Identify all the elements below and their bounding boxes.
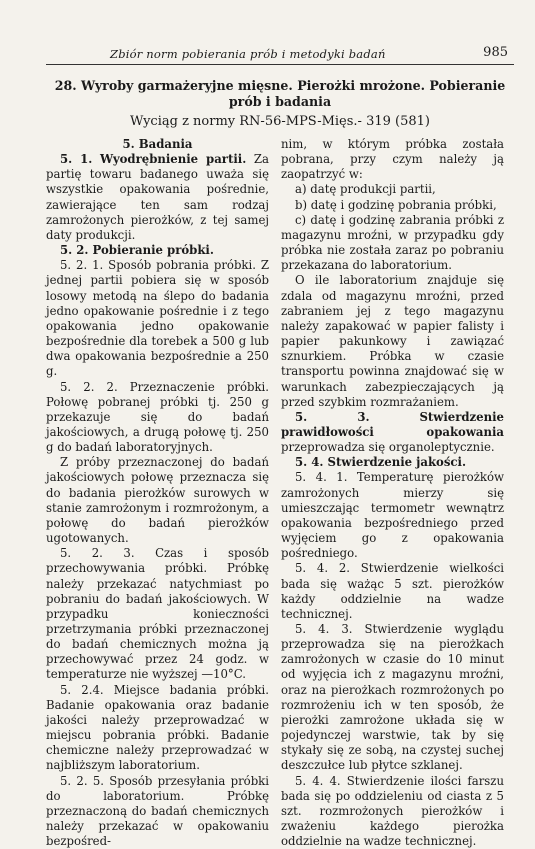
- subsection-heading-5-4: 5. 4. Stwierdzenie jakości.: [295, 455, 467, 470]
- paragraph-5-2-4: 5. 2.4. Miejsce badania próbki. Badanie opakowania oraz badanie jakości należy przeprowadzać w miejscu pobrania próbki. Badanie chemiczne należy przeprowadzać w najbliższym laboratorium.: [46, 682, 269, 773]
- list-item-a: a) datę produkcji partii,: [295, 182, 436, 197]
- paragraph-5-2-1: 5. 2. 1. Sposób pobrania próbki. Z jednej partii pobiera się w sposób losowy metodą na ślepo do badania jedno opakowanie pośrednie i z tego opakowania jedno opakowanie bezpośrednie dla torebek a 500 g lub dwa opakowania bezpośrednie a 250 g.: [46, 258, 269, 379]
- paragraph-number: 5. 1.: [60, 152, 93, 167]
- paragraph-5-2-5: 5. 2. 5. Sposób przesyłania próbki do laboratorium. Próbkę przeznaczoną do badań chemicznych należy przekazać w opakowaniu bezpośred-: [46, 773, 269, 849]
- section-heading: 5. Badania: [122, 137, 193, 151]
- paragraph-5-2-2b: Z próby przeznaczonej do badań jakościowych połowę przeznacza się do badania pierożków surowych w stanie zamrożonym i rozmrożonym, a połowę do badań pierożków ugotowanych.: [46, 455, 269, 546]
- paragraph-heading: Stwierdzenie prawidłowości opakowania: [281, 409, 504, 439]
- paragraph-text: przeprowadza się organoleptycznie.: [281, 440, 495, 455]
- paragraph-5-1: [46, 152, 269, 243]
- list-item-b: b) datę i godzinę pobrania próbki,: [295, 197, 497, 212]
- chapter-title: 28. Wyroby garmażeryjne mięsne. Pierożki mrożone. Pobieranie prób i badania: [54, 78, 506, 109]
- paragraph-5-2-3: 5. 2. 3. Czas i sposób przechowywania próbki. Próbkę należy przekazać natychmiast po pobraniu do badań jakościowych. W przypadku konieczności przetrzymania próbki przeznaczonej do badań chemicznych można ją przechowywać przez 24 godz. w temperaturze nie wyższej —10°C.: [46, 546, 269, 682]
- standard-subtitle: Wyciąg z normy RN-56-MPS-Mięs.- 319 (581): [130, 114, 430, 129]
- running-title: Zbiór norm pobierania prób i metodyki badań: [110, 47, 386, 61]
- paragraph-heading: Wyodrębnienie partii.: [99, 152, 247, 167]
- paragraph-5-4-4: 5. 4. 4. Stwierdzenie ilości farszu bada się po oddzieleniu od ciasta z 5 szt. rozmrożonych pierożków i zważeniu każdego pierożka oddzielnie na wadze technicznej.: [281, 773, 504, 849]
- running-header: [46, 44, 514, 65]
- paragraph-laboratory: O ile laboratorium znajduje się zdala od magazynu mroźni, przed zabraniem jej z tego magazynu należy zapakować w papier falisty i papier pakunkowy i zawiązać sznurkiem. Próbka w czasie transportu powinna znajdować się w warunkach zabezpieczających ją przed szybkim rozmrażaniem.: [281, 273, 504, 409]
- paragraph-5-4-1: 5. 4. 1. Temperaturę pierożków zamrożonych mierzy się umieszczając termometr wewnątrz opakowania bezpośredniego przed wyjęciem go z opakowania pośredniego.: [281, 470, 504, 561]
- paragraph-number: 5. 3.: [295, 409, 370, 424]
- paragraph-5-2-2: 5. 2. 2. Przeznaczenie próbki. Połowę pobranej próbki tj. 250 g przekazuje się do badań jakościowych, a drugą połowę tj. 250 g do badań laboratoryjnych.: [46, 379, 269, 455]
- list-item-c: c) datę i godzinę zabrania próbki z magazynu mroźni, w przypadku gdy próbka nie została zaraz po pobraniu przekazana do laboratorium.: [281, 212, 504, 273]
- paragraph-5-4-3: 5. 4. 3. Stwierdzenie wyglądu przeprowadza się na pierożkach zamrożonych w czasie do 10 minut od wyjęcia ich z magazynu mroźni, oraz na pierożkach rozmrożonych po rozmrożeniu ich w ten sposób, że pierożki zamrożone układa się w pojedynczej warstwie, tak by się stykały się ze sobą, na czystej suchej deszczułce lub płytce szklanej.: [281, 622, 504, 773]
- right-column: [281, 137, 504, 849]
- subsection-heading-5-2: 5. 2. Pobieranie próbki.: [60, 243, 214, 258]
- paragraph-5-4-2: 5. 4. 2. Stwierdzenie wielkości bada się ważąc 5 szt. pierożków każdy oddzielnie na wadze technicznej.: [281, 561, 504, 621]
- paragraph-continued: nim, w którym próbka została pobrana, przy czym należy ją zaopatrzyć w:: [281, 137, 504, 182]
- page-number: 985: [483, 45, 508, 60]
- paragraph-5-3: [281, 410, 504, 455]
- left-column: [46, 137, 269, 849]
- paragraph-text: Za partię towaru badanego uważa się wszystkie opakowania pośrednie, zawierające ten sam rodzaj zamrożonych pierożków, z tej samej daty produkcji.: [46, 152, 270, 242]
